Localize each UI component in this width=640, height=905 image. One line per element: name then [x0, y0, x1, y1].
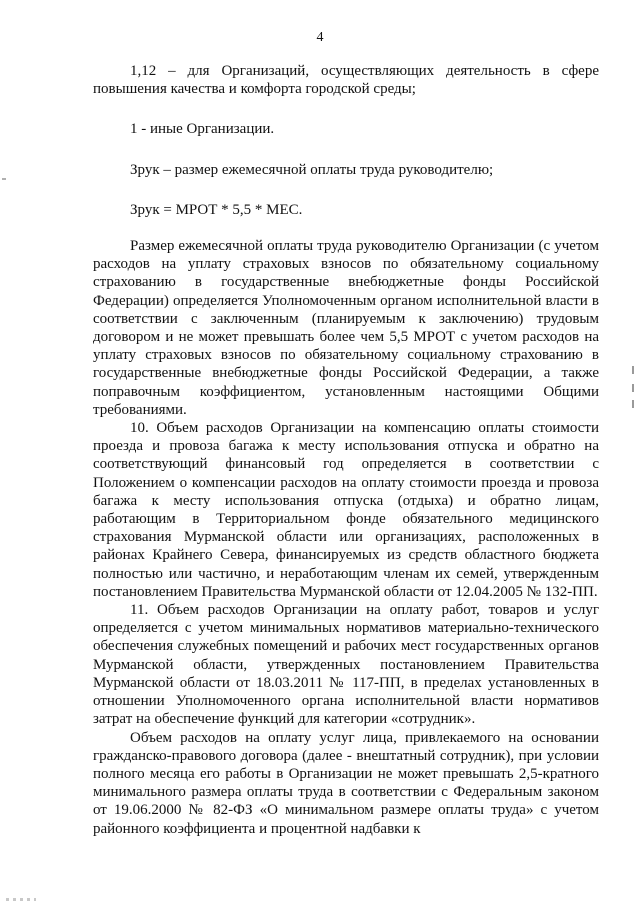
paragraph-freelance-staff: Объем расходов на оплату услуг лица, привлекаемого на основании гражданско-правового договора (далее - внештатный сотрудник), при условии полного месяца его работы в Организации не может превышать 2,5-кратного минимального размера оплаты труда в соответствии с Федеральным законом от 19.06.2000 № 82-ФЗ «О минимальном размере оплаты труда» с учетом районного коэффициента и процентной надбавки к	[93, 729, 599, 837]
paragraph-section-11: 11. Объем расходов Организации на оплату работ, товаров и услуг определяется с учетом минимальных нормативов материально-технического обеспечения служебных помещений и рабочих мест государственных органов Мурманской области, утвержденных постановлением Правительства Мурманской области от 18.03.2011 № 117-ПП, в пределах установленных в отношении Уполномоченного органа исполнительной власти нормативов затрат на обеспечение функций для категории «сотрудник».	[93, 602, 599, 728]
variable-definition-zruk: Зрук – размер ежемесячной оплаты труда руководителю;	[130, 161, 494, 178]
paragraph-gap	[93, 139, 599, 161]
scan-edge-mark	[2, 178, 6, 180]
paragraph-gap	[93, 219, 599, 237]
paragraph-head-salary: Размер ежемесячной оплаты труда руководителю Организации (с учетом расходов на уплату страховых взносов по обязательному социальному страхованию в государственные внебюджетные фонды Российской Федерации) определяется Уполномоченным органом исполнительной власти в соответствии с заключенным (планируемым к заключению) трудовым договором и не может превышать более чем 5,5 МРОТ с учетом расходов на уплату страховых взносов по обязательному социальному страхованию в государственные внебюджетные фонды Российской Федерации, а также поправочным коэффициентом, установленным настоящими Общими требованиями.	[93, 238, 599, 418]
coefficient-urban-environment: 1,12 – для Организаций, осуществляющих деятельность в сфере повышения качества и комфорта городской среды;	[93, 63, 599, 98]
paragraph-section-10: 10. Объем расходов Организации на компенсацию оплаты стоимости проезда и провоза багажа к месту использования отпуска и обратно на соответствующий финансовый год определяется в соответствии с Положением о компенсации расходов на оплату стоимости проезда и провоза багажа к месту использования отпуска (отдыха) и обратно лицам, работающим в Территориальном фонде обязательного медицинского страхования Мурманской области или организациях, расположенных в районах Крайнего Севера, финансируемых из средств областного бюджета полностью или частично, и неработающим членам их семей, утвержденным постановлением Правительства Мурманской области от 12.04.2005 № 132-ПП.	[93, 420, 599, 600]
formula-zruk: Зрук = МРОТ * 5,5 * МЕС.	[130, 201, 303, 218]
page-number: 4	[316, 30, 324, 45]
coefficient-other-organizations: 1 - иные Организации.	[130, 121, 275, 138]
paragraph-gap	[93, 98, 599, 120]
scan-margin-mark	[632, 366, 634, 374]
paragraph-gap	[93, 179, 599, 201]
document-body	[93, 62, 599, 838]
scan-artifact	[6, 898, 36, 901]
scan-margin-mark	[632, 400, 634, 408]
scan-margin-mark	[632, 384, 634, 392]
